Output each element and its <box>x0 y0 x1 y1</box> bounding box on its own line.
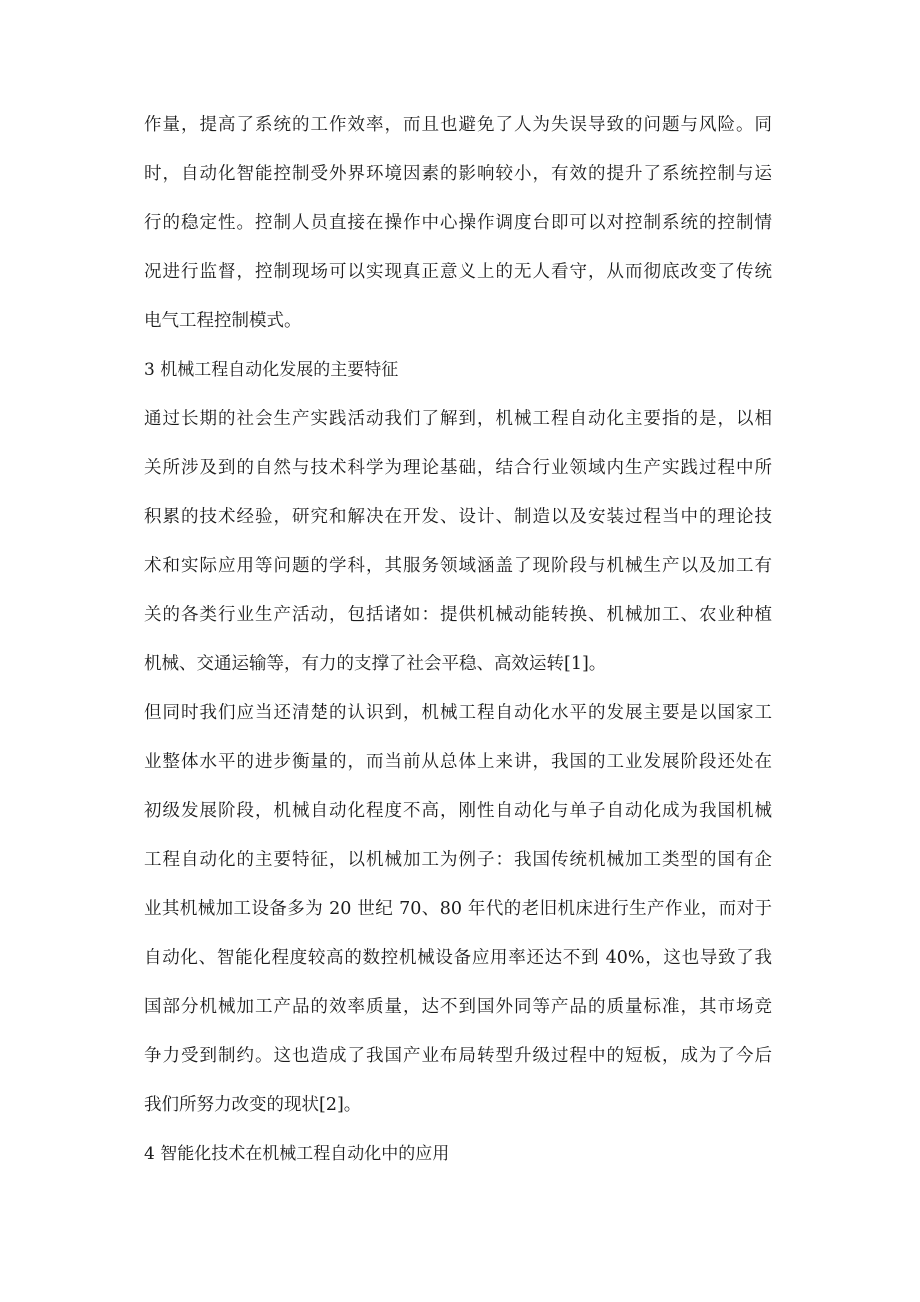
paragraph-1 <box>144 101 772 346</box>
paragraph-line: 业整体水平的进步衡量的，而当前从总体上来讲，我国的工业发展阶段还处在 <box>144 752 772 772</box>
paragraph-2 <box>144 395 772 689</box>
paragraph-line: 自动化、智能化程度较高的数控机械设备应用率还达不到 40%，这也导致了我 <box>144 948 772 968</box>
paragraph-line: 争力受到制约。这也造成了我国产业布局转型升级过程中的短板，成为了今后 <box>144 1046 772 1066</box>
paragraph-3 <box>144 689 772 1130</box>
paragraph-line: 作量，提高了系统的工作效率，而且也避免了人为失误导致的问题与风险。同 <box>144 115 772 135</box>
paragraph-line: 我们所努力改变的现状[2]。 <box>144 1095 362 1115</box>
paragraph-line: 但同时我们应当还清楚的认识到，机械工程自动化水平的发展主要是以国家工 <box>144 703 772 723</box>
paragraph-line: 积累的技术经验，研究和解决在开发、设计、制造以及安装过程当中的理论技 <box>144 507 772 527</box>
paragraph-line: 关的各类行业生产活动，包括诸如：提供机械动能转换、机械加工、农业种植 <box>144 605 772 625</box>
document-body <box>144 101 772 1179</box>
paragraph-line: 机械、交通运输等，有力的支撑了社会平稳、高效运转[1]。 <box>144 654 607 674</box>
paragraph-line: 国部分机械加工产品的效率质量，达不到国外同等产品的质量标准，其市场竞 <box>144 997 772 1017</box>
paragraph-line: 术和实际应用等问题的学科，其服务领域涵盖了现阶段与机械生产以及加工有 <box>144 556 772 576</box>
paragraph-line: 行的稳定性。控制人员直接在操作中心操作调度台即可以对控制系统的控制情 <box>144 213 772 233</box>
paragraph-line: 况进行监督，控制现场可以实现真正意义上的无人看守，从而彻底改变了传统 <box>144 262 772 282</box>
paragraph-line: 初级发展阶段，机械自动化程度不高，刚性自动化与单子自动化成为我国机械 <box>144 801 772 821</box>
paragraph-line: 业其机械加工设备多为 20 世纪 70、80 年代的老旧机床进行生产作业，而对于 <box>144 899 772 919</box>
paragraph-line: 时，自动化智能控制受外界环境因素的影响较小，有效的提升了系统控制与运 <box>144 164 772 184</box>
paragraph-line: 电气工程控制模式。 <box>144 311 302 331</box>
paragraph-line: 通过长期的社会生产实践活动我们了解到，机械工程自动化主要指的是，以相 <box>144 409 772 429</box>
section-heading-4: 4 智能化技术在机械工程自动化中的应用 <box>144 1144 450 1164</box>
paragraph-line: 工程自动化的主要特征，以机械加工为例子：我国传统机械加工类型的国有企 <box>144 850 772 870</box>
section-heading-3: 3 机械工程自动化发展的主要特征 <box>144 360 399 380</box>
paragraph-line: 关所涉及到的自然与技术科学为理论基础，结合行业领域内生产实践过程中所 <box>144 458 772 478</box>
